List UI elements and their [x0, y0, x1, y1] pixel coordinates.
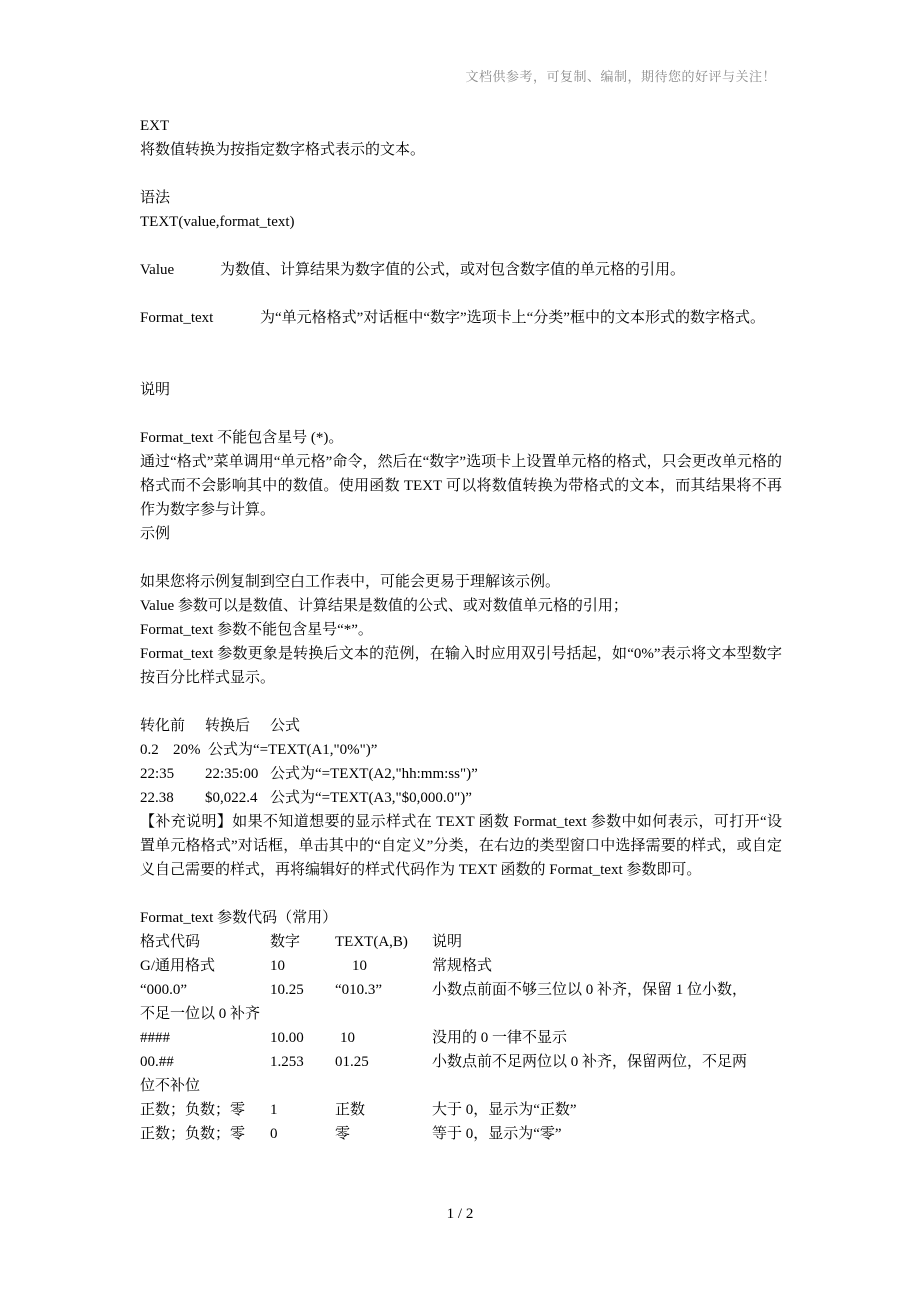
cell-number: 1.253 [270, 1054, 304, 1070]
table-row [140, 1122, 782, 1146]
conv-header-formula: 公式 [270, 718, 301, 734]
col-header: TEXT(A,B) [335, 934, 408, 950]
cell-number: 10.00 [270, 1030, 304, 1046]
cell-desc: 等于 0，显示为“零” [432, 1126, 562, 1142]
cell-result: 10 [340, 1030, 355, 1046]
conv-header-after: 转换后 [205, 718, 251, 734]
cell-result: 10 [352, 958, 367, 974]
param-name: Value [140, 262, 175, 278]
example-3: Format_text 参数不能包含星号“*”。 [140, 622, 373, 638]
note-1: Format_text 不能包含星号 (*)。 [140, 430, 344, 446]
col-header: 说明 [432, 934, 463, 950]
cell-desc-continued: 位不补位 [140, 1078, 201, 1094]
table-row [140, 1098, 782, 1122]
cell-desc-continued: 不足一位以 0 补齐 [140, 1006, 261, 1022]
page-number: 1 / 2 [446, 1206, 474, 1222]
header-note: 文档供参考，可复制、编制，期待您的好评与关注！ [465, 69, 776, 84]
codes-heading: Format_text 参数代码（常用） [140, 910, 338, 926]
param-value [140, 258, 782, 282]
notes-heading: 说明 [140, 382, 171, 398]
col-header: 格式代码 [140, 934, 201, 950]
cell-desc: 小数点前不足两位以 0 补齐，保留两位，不足两 [432, 1054, 748, 1070]
note-2: 通过“格式”菜单调用“单元格”命令，然后在“数字”选项卡上设置单元格的格式，只会更改单元格的格式而不会影响其中的数值。使用函数 TEXT 可以将数值转换为带格式的文本，而其结果将不再作为数字参与计算。 [140, 454, 782, 518]
cell-code: 正数；负数；零 [140, 1102, 246, 1118]
document-body [140, 114, 782, 1146]
table-row [140, 1050, 782, 1098]
cell-result: 正数 [335, 1102, 366, 1118]
cell-result: 零 [335, 1126, 351, 1142]
conv-after: 20% [173, 742, 201, 758]
cell-desc: 大于 0，显示为“正数” [432, 1102, 577, 1118]
example-4: Format_text 参数更象是转换后文本的范例，在输入时应用双引号括起，如“0%”表示将文本型数字按百分比样式显示。 [140, 646, 782, 686]
doc-summary: 将数值转换为按指定数字格式表示的文本。 [140, 142, 426, 158]
example-1: 如果您将示例复制到空白工作表中，可能会更易于理解该示例。 [140, 574, 561, 590]
conv-header-before: 转化前 [140, 718, 186, 734]
conv-formula: 公式为“=TEXT(A1,"0%")” [208, 742, 378, 758]
format-codes-table [140, 930, 782, 1146]
doc-title: EXT [140, 118, 170, 134]
cell-result: “010.3” [335, 982, 383, 998]
param-desc: 为数值、计算结果为数字值的公式，或对包含数字值的单元格的引用。 [220, 262, 686, 278]
table-row [140, 954, 782, 978]
cell-number: 10 [270, 958, 285, 974]
conv-formula: 公式为“=TEXT(A3,"$0,000.0")” [270, 790, 472, 806]
syntax-heading: 语法 [140, 190, 171, 206]
example-heading: 示例 [140, 526, 171, 542]
param-desc: 为“单元格格式”对话框中“数字”选项卡上“分类”框中的文本形式的数字格式。 [260, 310, 765, 326]
table-header [140, 930, 782, 954]
cell-number: 0 [270, 1126, 278, 1142]
example-2: Value 参数可以是数值、计算结果是数值的公式、或对数值单元格的引用； [140, 598, 628, 614]
conversion-row [140, 738, 782, 762]
col-header: 数字 [270, 934, 301, 950]
cell-code: 00.## [140, 1054, 174, 1070]
param-format-text [140, 306, 782, 354]
conv-formula: 公式为“=TEXT(A2,"hh:mm:ss")” [270, 766, 478, 782]
supplement-note: 【补充说明】如果不知道想要的显示样式在 TEXT 函数 Format_text 参数中如何表示，可打开“设置单元格格式”对话框，单击其中的“自定义”分类，在右边的类型窗口中选择需要的样式，或自定义自己需要的样式，再将编辑好的样式代码作为 TEXT 函数的 Format_text 参数即可。 [140, 814, 782, 878]
conv-after: $0,022.4 [205, 790, 258, 806]
conv-after: 22:35:00 [205, 766, 259, 782]
cell-desc: 小数点前面不够三位以 0 补齐，保留 1 位小数， [432, 982, 748, 998]
cell-code: “000.0” [140, 982, 188, 998]
syntax-text: TEXT(value,format_text) [140, 214, 295, 230]
cell-result: 01.25 [335, 1054, 369, 1070]
conversion-row [140, 786, 782, 810]
conversion-header [140, 714, 782, 738]
conversion-row [140, 762, 782, 786]
cell-number: 10.25 [270, 982, 304, 998]
cell-number: 1 [270, 1102, 278, 1118]
table-row [140, 1026, 782, 1050]
cell-code: #### [140, 1030, 170, 1046]
conv-before: 22.38 [140, 790, 174, 806]
cell-desc: 常规格式 [432, 958, 493, 974]
table-row [140, 978, 782, 1026]
cell-desc: 没用的 0 一律不显示 [432, 1030, 568, 1046]
cell-code: G/通用格式 [140, 958, 216, 974]
param-name: Format_text [140, 310, 214, 326]
cell-code: 正数；负数；零 [140, 1126, 246, 1142]
conv-before: 22:35 [140, 766, 175, 782]
conv-before: 0.2 [140, 742, 159, 758]
